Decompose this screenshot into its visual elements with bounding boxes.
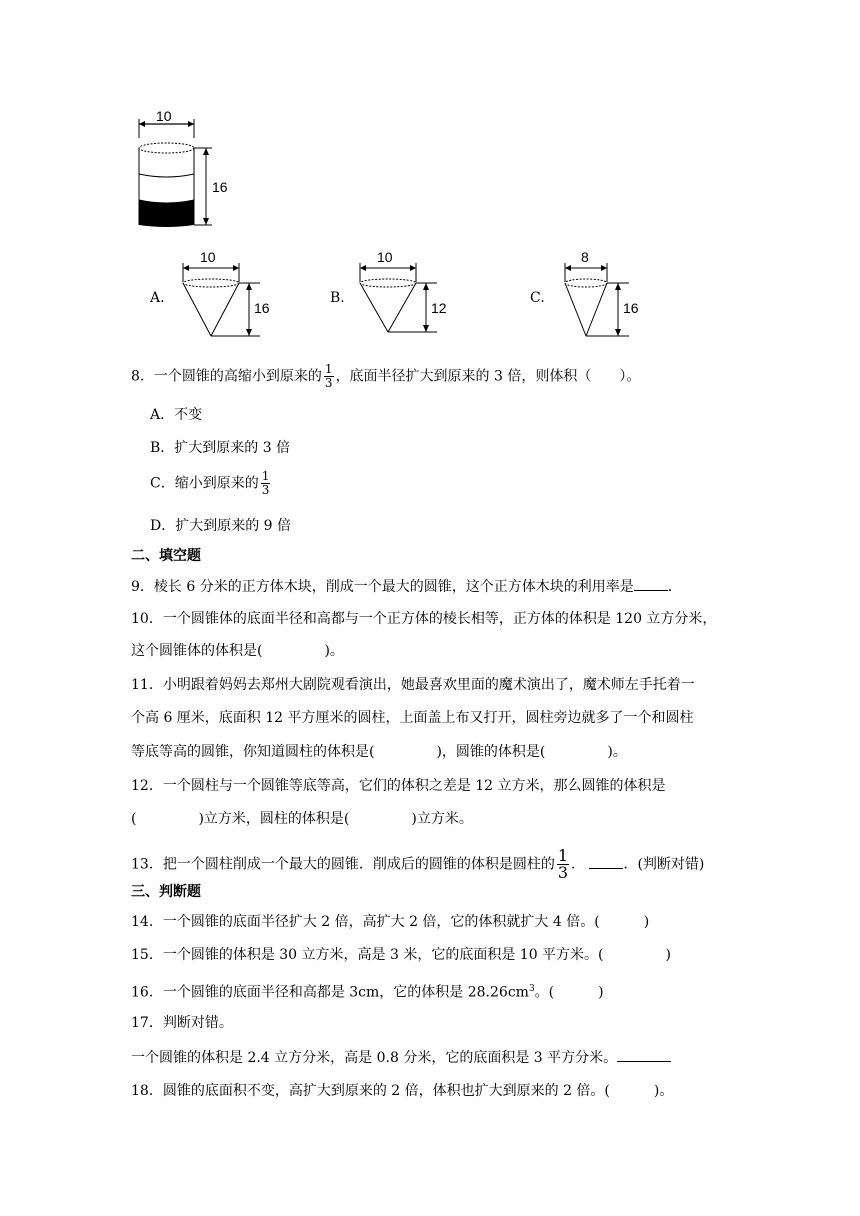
cylinder-height-label: 16: [212, 179, 228, 195]
q16-text-after: ): [598, 984, 604, 1001]
option-a-letter[interactable]: A.: [150, 290, 165, 306]
q15-text: 15．一个圆锥的体积是 30 立方米，高是 3 米，它的底面积是 10 平方米。(: [131, 947, 604, 963]
q8-choice-d[interactable]: D．扩大到原来的 9 倍: [150, 518, 292, 534]
q8-text-before: 8．一个圆锥的高缩小到原来的: [131, 368, 322, 385]
question-13: [131, 848, 704, 881]
section-3-heading: 三、判断题: [131, 884, 201, 900]
option-b-letter[interactable]: B.: [330, 290, 345, 306]
q13-text: 13．把一个圆柱削成一个最大的圆锥．削成后的圆锥的体积是圆柱的: [131, 856, 555, 873]
question-17-line2: [131, 1047, 671, 1068]
question-8: [131, 363, 640, 390]
q8-choice-a[interactable]: A．不变: [150, 407, 203, 423]
q14-text: 14．一个圆锥的底面半径扩大 2 倍，高扩大 2 倍，它的体积就扩大 4 倍。(: [131, 914, 600, 930]
question-12-line1: 12．一个圆柱与一个圆锥等底等高，它们的体积之差是 12 立方米，那么圆锥的体积是: [131, 778, 666, 794]
q8-text-after: ，底面半径扩大到原来的 3 倍，则体积（ ）。: [335, 368, 641, 385]
question-12-line2: [131, 809, 473, 829]
section-2-heading: 二、填空题: [131, 548, 201, 564]
q12-text-c: )立方米。: [411, 811, 473, 827]
q10-text-after: )。: [324, 643, 344, 659]
q14-text-after: ): [643, 914, 650, 930]
q8-choice-c-text: C．缩小到原来的: [150, 475, 259, 492]
option-a-cone: [175, 248, 280, 343]
option-b-width-label: 10: [377, 249, 393, 265]
q16-text-mid: 。(: [534, 984, 555, 1001]
q15-text-after: ): [665, 947, 671, 963]
option-a-width-label: 10: [200, 249, 216, 265]
question-9: [131, 576, 682, 597]
q8-choice-c-den: 3: [261, 483, 270, 497]
q8-choice-c-num: 1: [261, 469, 270, 483]
question-14: [131, 912, 649, 932]
q13-frac-den: 3: [557, 863, 569, 882]
q17-text: 一个圆锥的体积是 2.4 立方分米，高是 0.8 分米，它的底面积是 3 平方分米。: [131, 1050, 618, 1066]
q11-text-c: )。: [607, 744, 627, 760]
question-16: [131, 979, 604, 1003]
q9-text: 9．棱长 6 分米的正方体木块，削成一个最大的圆锥，这个正方体木块的利用率是: [131, 579, 634, 595]
q9-text-after: ．: [667, 579, 682, 595]
q16-superscript: 3: [528, 984, 535, 994]
option-b-height-label: 12: [431, 300, 447, 316]
question-11-line3: [131, 742, 627, 762]
q12-text-b: )立方米，圆柱的体积是(: [198, 811, 350, 827]
question-10-line2: [131, 641, 344, 661]
question-11-line1: 11．小明跟着妈妈去郑州大剧院观看演出，她最喜欢里面的魔术演出了，魔术师左手托着一: [131, 677, 695, 693]
question-18: [131, 1081, 673, 1101]
q11-text-a: 等底等高的圆锥，你知道圆柱的体积是(: [131, 744, 375, 760]
q13-text-after: ．: [571, 856, 586, 873]
q10-text-before: 这个圆锥体的体积是(: [131, 643, 263, 659]
q8-fraction: [324, 363, 334, 390]
option-c-letter[interactable]: C.: [530, 290, 545, 306]
q9-answer-blank[interactable]: [634, 576, 668, 591]
q18-text: 18．圆锥的底面积不变，高扩大到原来的 2 倍，体积也扩大到原来的 2 倍。(: [131, 1083, 610, 1099]
cylinder-figure: [128, 110, 238, 235]
q8-choice-b[interactable]: B．扩大到原来的 3 倍: [150, 440, 291, 456]
question-15: [131, 945, 671, 965]
option-c-height-label: 16: [623, 300, 639, 316]
question-17-line1: 17．判断对错。: [131, 1015, 233, 1031]
option-b-cone: [352, 248, 457, 338]
q16-text: 16．一个圆锥的底面半径和高都是 3cm，它的体积是 28.26cm: [131, 984, 529, 1001]
option-c-cone: [557, 248, 657, 343]
q13-answer-blank[interactable]: [589, 854, 623, 869]
cylinder-width-label: 10: [156, 110, 172, 124]
q8-frac-den: 3: [324, 376, 333, 390]
option-c-width-label: 8: [581, 249, 589, 265]
q8-choice-c[interactable]: [150, 470, 272, 497]
option-a-height-label: 16: [254, 300, 270, 316]
q11-text-b: )，圆锥的体积是(: [436, 744, 546, 760]
q17-answer-blank[interactable]: [617, 1047, 671, 1062]
q18-text-after: )。: [653, 1083, 674, 1099]
question-11-line2: 个高 6 厘米，底面积 12 平方厘米的圆柱，上面盖上布又打开，圆柱旁边就多了一个和圆柱: [131, 710, 694, 726]
q13-tail: ．(判断对错): [623, 856, 705, 873]
q13-fraction: [557, 848, 569, 881]
q13-frac-num: 1: [557, 846, 569, 865]
q8-choice-c-fraction: [261, 470, 271, 497]
q12-text-a: (: [131, 811, 137, 827]
q8-frac-num: 1: [324, 362, 333, 376]
question-10-line1: 10．一个圆锥体的底面半径和高都与一个正方体的棱长相等，正方体的体积是 120 立方分米，: [131, 611, 717, 627]
